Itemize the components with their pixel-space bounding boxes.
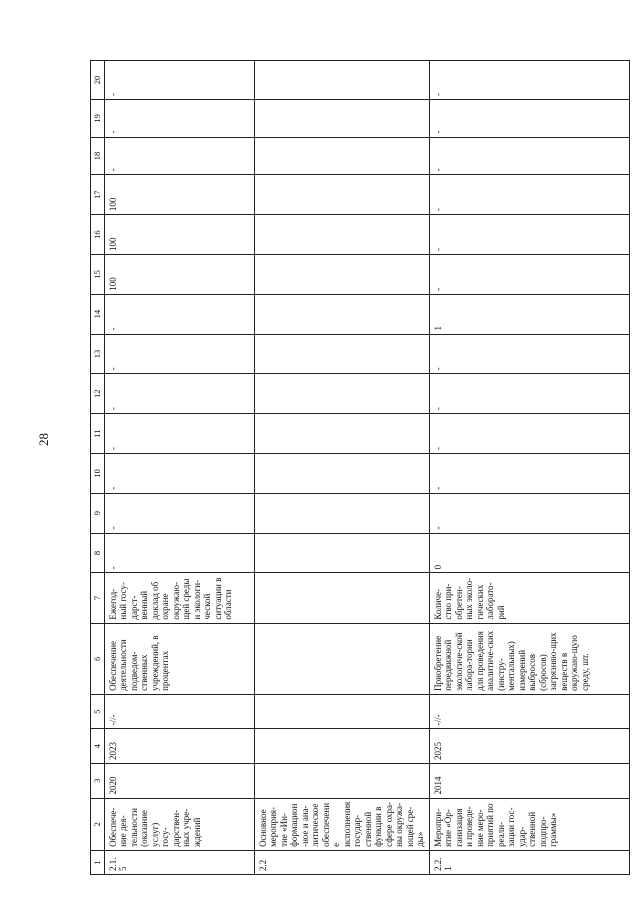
page-number: 28 xyxy=(36,433,51,446)
table-cell: Приобретение передвижной экологиче-ской лабора-тории для проведения аналитиче-ских (инстру-ментальных) измерений выбросов (сбросов) загрязняю-щих веществ в окружаю-щую среду, шт. xyxy=(429,623,630,694)
column-header: 4 xyxy=(91,729,105,764)
table-cell xyxy=(254,374,429,414)
table-cell: 1 xyxy=(429,294,630,334)
table-cell xyxy=(254,573,429,623)
column-header: 15 xyxy=(91,254,105,294)
table-cell: - xyxy=(104,334,254,374)
column-header: 20 xyxy=(91,61,105,100)
column-header: 10 xyxy=(91,453,105,493)
table-cell: - xyxy=(429,374,630,414)
table-cell xyxy=(254,254,429,294)
table-cell: - xyxy=(429,453,630,493)
table-cell: 0 xyxy=(429,533,630,573)
table-cell: Ежегод-ный госу-дарст-венный доклад об охране окружаю-щей среды и экологи-ческой ситуации в области xyxy=(104,573,254,623)
column-header: 8 xyxy=(91,533,105,573)
column-header: 16 xyxy=(91,215,105,255)
column-header: 2 xyxy=(91,798,105,850)
column-header: 14 xyxy=(91,294,105,334)
header-row xyxy=(91,61,105,875)
column-header: 6 xyxy=(91,623,105,694)
table-cell: - xyxy=(429,334,630,374)
table-cell xyxy=(254,623,429,694)
table-row xyxy=(104,61,254,875)
column-header: 12 xyxy=(91,374,105,414)
table-cell: - xyxy=(104,453,254,493)
table-cell xyxy=(254,175,429,215)
table-cell: Количе-ство при-обретен-ных эколо-гических лаборато-рий xyxy=(429,573,630,623)
table-cell: Обеспече-ние дея-тельности (оказание услуг) госу-дарствен-ных учре-ждений xyxy=(104,798,254,850)
table-cell: - xyxy=(104,137,254,175)
table-cell: - xyxy=(429,254,630,294)
table-cell xyxy=(254,61,429,100)
column-header: 18 xyxy=(91,137,105,175)
table-cell: - xyxy=(429,175,630,215)
data-table xyxy=(90,60,630,875)
table-cell: - xyxy=(104,294,254,334)
table-cell: 2023 xyxy=(104,729,254,764)
table-cell xyxy=(254,493,429,533)
table-cell: -//- xyxy=(104,694,254,729)
table-cell: - xyxy=(104,493,254,533)
table-cell: Основное мероприя-тие «Ин-формацион-ное и ана-литическое обеспечение исполнения государ-ственной функции в сфере охра-ны окружа-ющей сре-ды» xyxy=(254,798,429,850)
column-header: 19 xyxy=(91,99,105,137)
column-header: 3 xyxy=(91,763,105,798)
column-header: 1 xyxy=(91,850,105,874)
table-cell: 2.1.5 xyxy=(104,850,254,874)
table-cell: Обеспечение деятельности подведом-ственных учреждений, в процентах xyxy=(104,623,254,694)
column-header: 17 xyxy=(91,175,105,215)
table-cell: 100 xyxy=(104,215,254,255)
table-cell xyxy=(254,694,429,729)
column-header: 11 xyxy=(91,414,105,454)
column-header: 13 xyxy=(91,334,105,374)
table-cell xyxy=(254,294,429,334)
table-cell: 2.2 xyxy=(254,850,429,874)
table-cell: - xyxy=(429,414,630,454)
table-cell: 2025 xyxy=(429,729,630,764)
table-cell: - xyxy=(429,137,630,175)
table-row xyxy=(429,61,630,875)
table-cell: - xyxy=(429,61,630,100)
rotated-table-container xyxy=(90,60,630,875)
table-row xyxy=(254,61,429,875)
table-cell: - xyxy=(104,99,254,137)
table-cell xyxy=(254,99,429,137)
table-cell: - xyxy=(429,493,630,533)
table-cell: 2020 xyxy=(104,763,254,798)
table-cell: 100 xyxy=(104,175,254,215)
table-cell: Меропри-ятие «Ор-ганизация и проведе-ние меро-приятий по реали-зации гос-удар-ственной подпро-граммы» xyxy=(429,798,630,850)
table-cell xyxy=(254,729,429,764)
table-cell xyxy=(254,453,429,493)
table-cell: - xyxy=(429,215,630,255)
column-header: 5 xyxy=(91,694,105,729)
table-cell: 2.2.1 xyxy=(429,850,630,874)
table-cell xyxy=(254,763,429,798)
table-cell: - xyxy=(104,61,254,100)
table-cell xyxy=(254,414,429,454)
column-header: 9 xyxy=(91,493,105,533)
table-cell: - xyxy=(104,533,254,573)
table-cell: -//- xyxy=(429,694,630,729)
table-cell: - xyxy=(104,414,254,454)
table-cell xyxy=(254,215,429,255)
table-cell xyxy=(254,334,429,374)
table-cell xyxy=(254,137,429,175)
table-cell: 2014 xyxy=(429,763,630,798)
column-header: 7 xyxy=(91,573,105,623)
table-cell: 100 xyxy=(104,254,254,294)
table-cell: - xyxy=(429,99,630,137)
table-cell: - xyxy=(104,374,254,414)
table-cell xyxy=(254,533,429,573)
